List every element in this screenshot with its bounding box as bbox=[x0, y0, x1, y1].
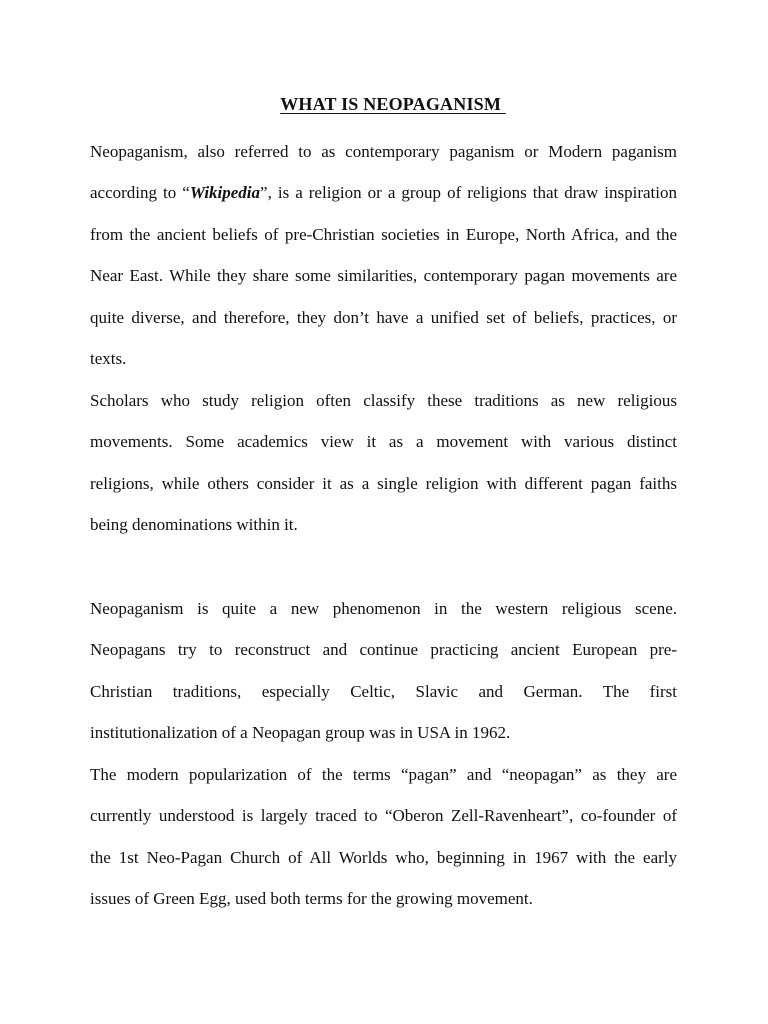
body-line: movements. Some academics view it as a movement with various distinct bbox=[90, 432, 677, 451]
body-line: being denominations within it. bbox=[90, 515, 298, 534]
line-text: according to “ bbox=[90, 183, 190, 202]
body-line: texts. bbox=[90, 349, 127, 368]
body-line: Scholars who study religion often classify these traditions as new religious bbox=[90, 391, 677, 410]
body-line: the 1st Neo-Pagan Church of All Worlds who, beginning in 1967 with the early bbox=[90, 848, 677, 867]
body-line: currently understood is largely traced to “Oberon Zell-Ravenheart”, co-founder of bbox=[90, 806, 677, 825]
wikipedia-emphasis: Wikipedia bbox=[189, 183, 261, 202]
body-line bbox=[90, 183, 677, 203]
body-line: from the ancient beliefs of pre-Christian societies in Europe, North Africa, and the bbox=[90, 225, 677, 244]
body-line: Near East. While they share some similarities, contemporary pagan movements are bbox=[90, 266, 677, 285]
body-line: Christian traditions, especially Celtic, Slavic and German. The first bbox=[90, 682, 677, 701]
body-line: The modern popularization of the terms “pagan” and “neopagan” as they are bbox=[90, 765, 677, 784]
body-line: quite diverse, and therefore, they don’t have a unified set of beliefs, practices, or bbox=[90, 308, 677, 327]
document-title: WHAT IS NEOPAGANISM bbox=[280, 94, 506, 114]
body-line: Neopagans try to reconstruct and continue practicing ancient European pre- bbox=[90, 640, 677, 659]
body-line: issues of Green Egg, used both terms for the growing movement. bbox=[90, 889, 533, 908]
body-line: Neopaganism is quite a new phenomenon in the western religious scene. bbox=[90, 599, 677, 618]
body-line: institutionalization of a Neopagan group was in USA in 1962. bbox=[90, 723, 511, 742]
body-line: Neopaganism, also referred to as contemporary paganism or Modern paganism bbox=[90, 142, 677, 161]
line-text: ”, is a religion or a group of religions that draw inspiration bbox=[260, 183, 677, 202]
body-line: religions, while others consider it as a single religion with different pagan faiths bbox=[90, 474, 677, 493]
